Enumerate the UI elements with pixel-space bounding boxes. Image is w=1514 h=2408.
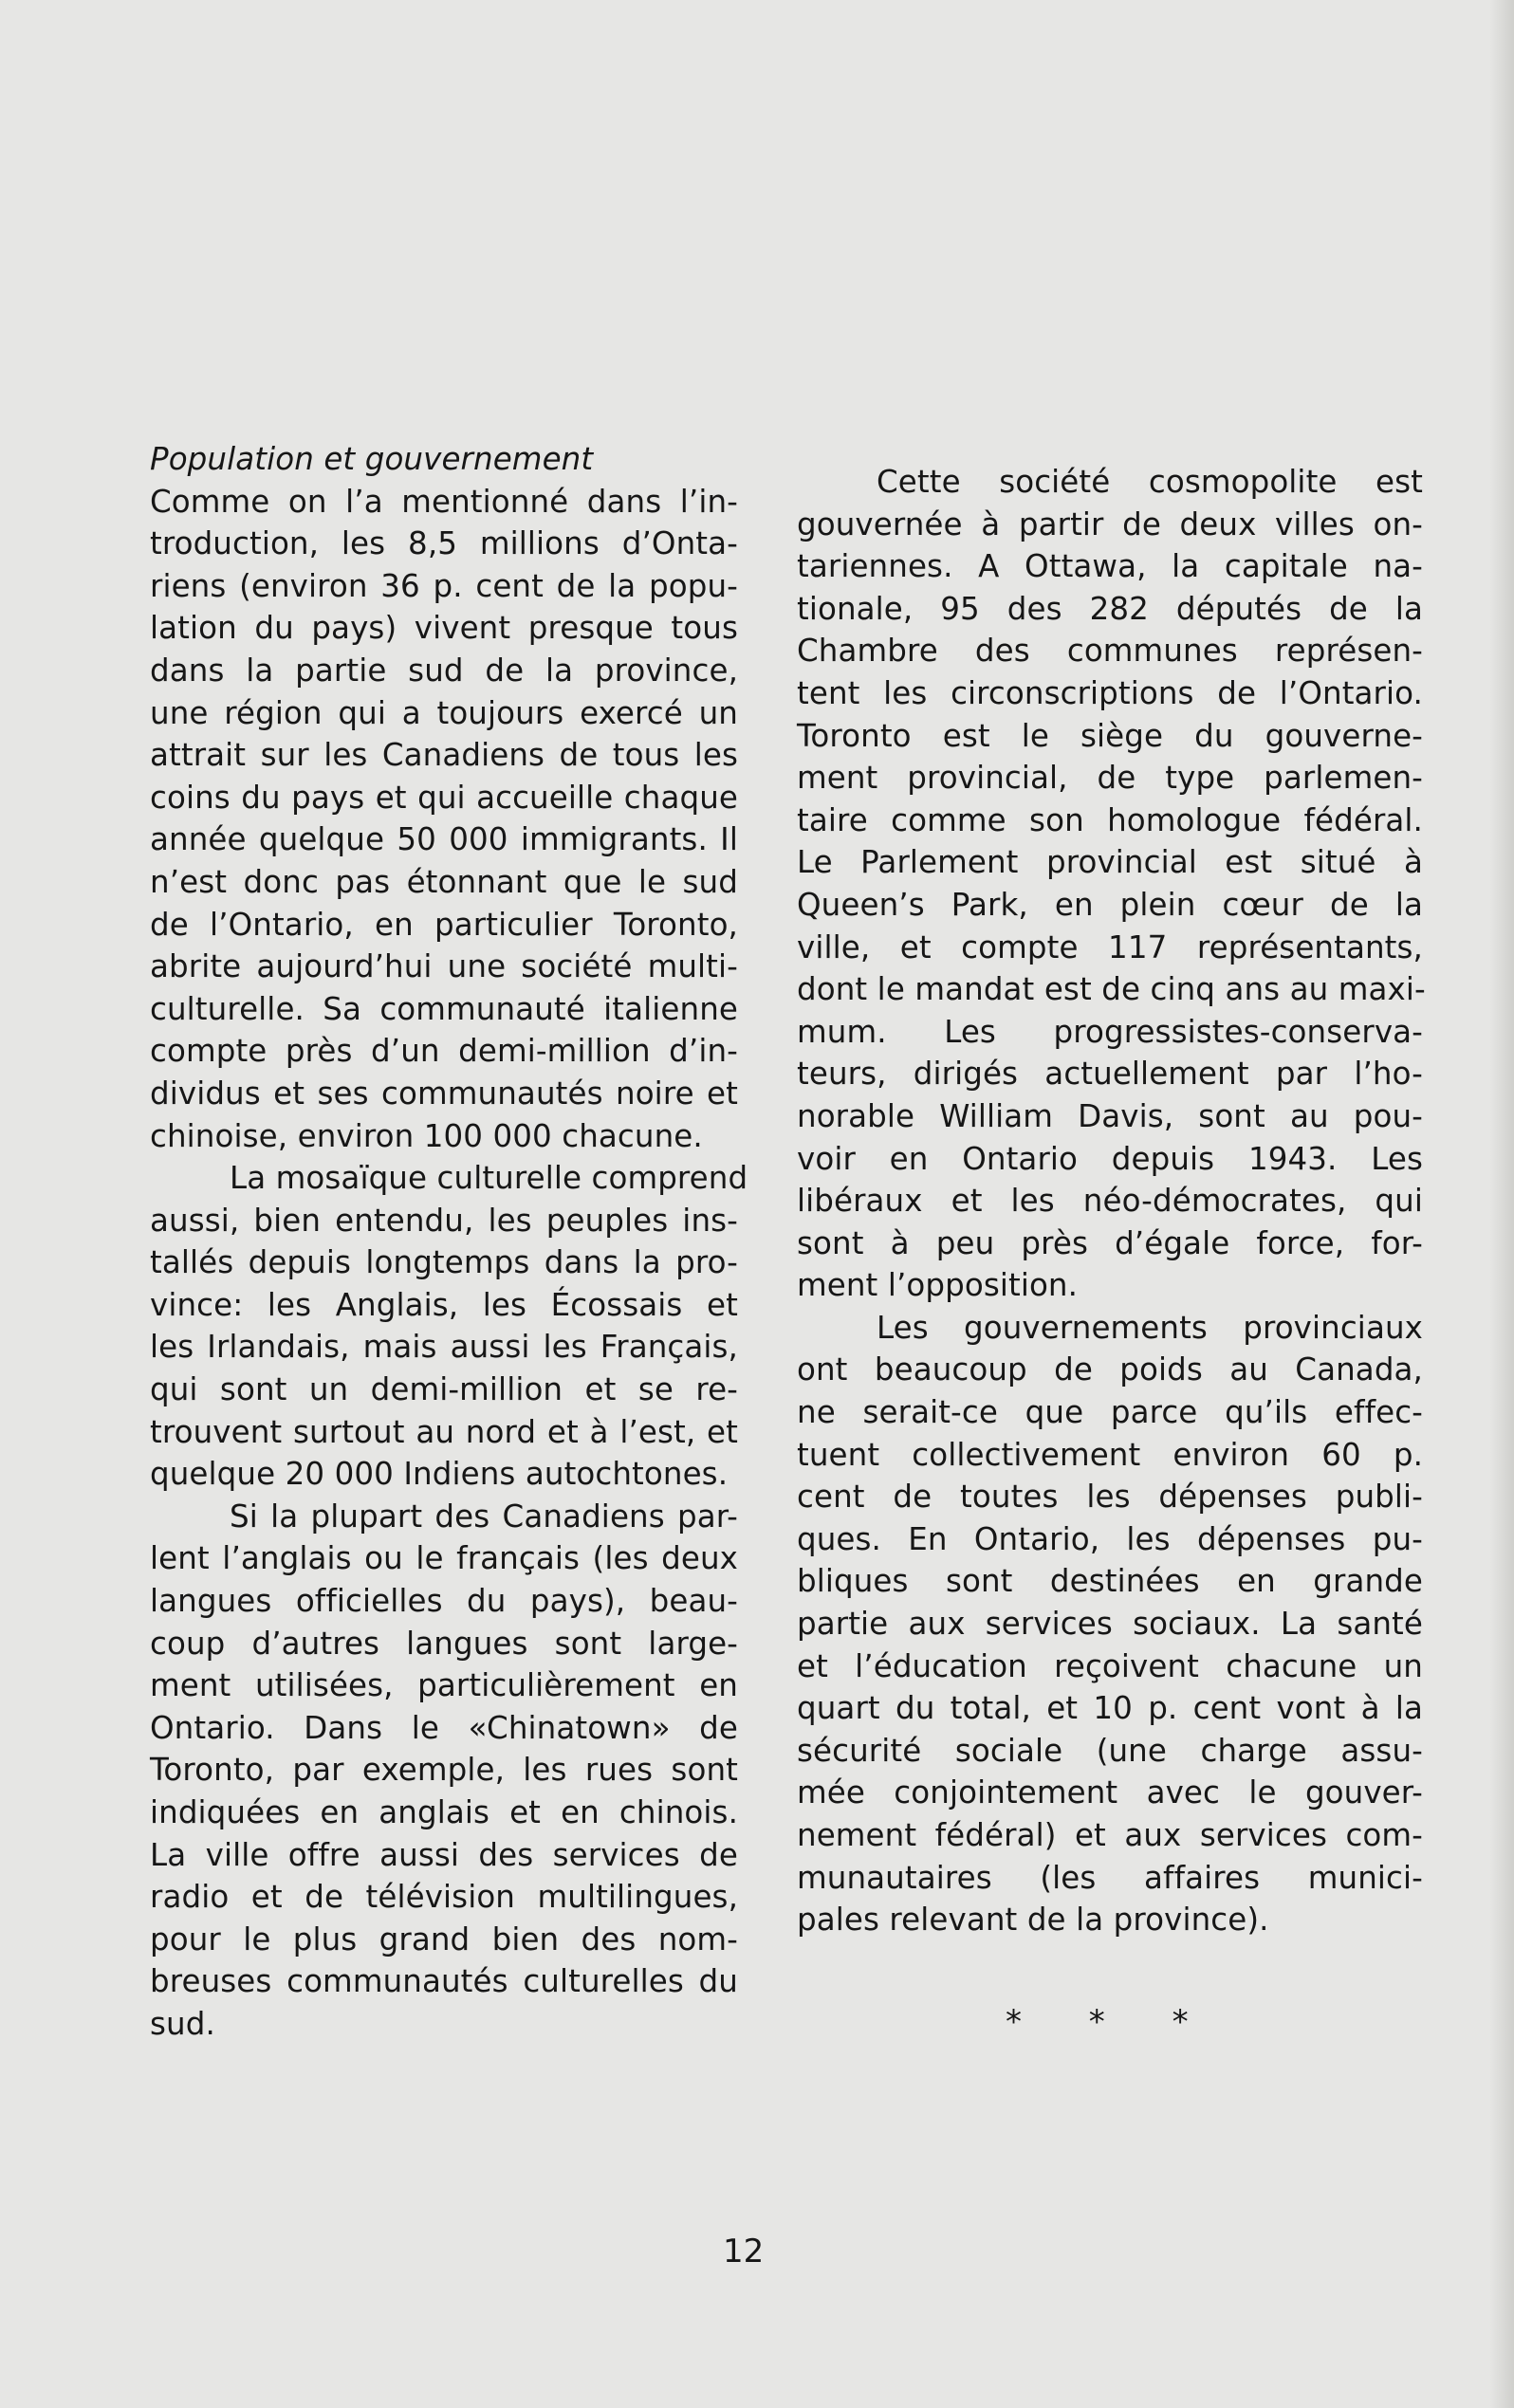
text-line: cent de toutes les dépenses publi- xyxy=(797,1479,1423,1516)
text-line: voir en Ontario depuis 1943. Les xyxy=(797,1140,1423,1177)
left-column xyxy=(150,438,748,2046)
text-line: tent les circonscriptions de l’Ontario. xyxy=(797,674,1423,711)
text-line: dans la partie sud de la province, xyxy=(150,652,738,689)
text-line: coins du pays et qui accueille chaque xyxy=(150,779,738,816)
section-separator: * * * xyxy=(1006,2003,1217,2041)
text-line: n’est donc pas étonnant que le sud xyxy=(150,863,738,900)
text-line: mée conjointement avec le gouver- xyxy=(797,1774,1423,1811)
text-line: bliques sont destinées en grande xyxy=(797,1563,1423,1600)
text-line: Toronto est le siège du gouverne- xyxy=(797,717,1423,754)
text-line: qui sont un demi-million et se re- xyxy=(150,1371,738,1408)
right-column xyxy=(797,461,1426,1941)
text-line: norable William Davis, sont au pou- xyxy=(797,1097,1423,1134)
text-line: les Irlandais, mais aussi les Français, xyxy=(150,1329,738,1366)
text-line: indiquées en anglais et en chinois. xyxy=(150,1794,738,1830)
text-line: sécurité sociale (une charge assu- xyxy=(797,1732,1423,1769)
text-line: quart du total, et 10 p. cent vont à la xyxy=(797,1690,1423,1727)
text-line: ques. En Ontario, les dépenses pu- xyxy=(797,1520,1423,1557)
text-line: Le Parlement provincial est situé à xyxy=(797,844,1423,881)
text-line: La ville offre aussi des services de xyxy=(150,1836,738,1873)
text-line: Cette société cosmopolite est xyxy=(877,464,1423,500)
text-line: quelque 20 000 Indiens autochtones. xyxy=(150,1456,729,1493)
text-line: année quelque 50 000 immigrants. Il xyxy=(150,821,738,858)
text-line: Queen’s Park, en plein cœur de la xyxy=(797,886,1423,923)
text-line: munautaires (les affaires munici- xyxy=(797,1859,1423,1896)
text-line: coup d’autres langues sont large- xyxy=(150,1625,738,1662)
text-line: riens (environ 36 p. cent de la popu- xyxy=(150,567,738,604)
text-line: compte près d’un demi-million d’in- xyxy=(150,1033,738,1070)
text-line: langues officielles du pays), beau- xyxy=(150,1583,738,1620)
text-line: ment provincial, de type parlemen- xyxy=(797,760,1423,797)
text-line: breuses communautés culturelles du xyxy=(150,1963,738,2000)
text-line: Ontario. Dans le «Chinatown» de xyxy=(150,1709,738,1746)
text-line: nement fédéral) et aux services com- xyxy=(797,1817,1423,1853)
text-line: libéraux et les néo-démocrates, qui xyxy=(797,1183,1423,1220)
text-line: aussi, bien entendu, les peuples ins- xyxy=(150,1202,738,1239)
text-line: ville, et compte 117 représentants, xyxy=(797,928,1423,965)
text-line: mum. Les progressistes-conserva- xyxy=(797,1013,1423,1050)
text-line: teurs, dirigés actuellement par l’ho- xyxy=(797,1056,1423,1093)
text-line: dividus et ses communautés noire et xyxy=(150,1075,738,1112)
text-line: lent l’anglais ou le français (les deux xyxy=(150,1540,738,1577)
text-line: Si la plupart des Canadiens par- xyxy=(230,1498,738,1535)
text-line: La mosaïque culturelle comprend xyxy=(230,1160,748,1197)
text-line: Chambre des communes représen- xyxy=(797,633,1423,670)
text-line: chinoise, environ 100 000 chacune. xyxy=(150,1117,703,1154)
text-line: partie aux services sociaux. La santé xyxy=(797,1606,1423,1643)
text-line: et l’éducation reçoivent chacune un xyxy=(797,1647,1423,1684)
text-line: radio et de télévision multilingues, xyxy=(150,1879,738,1916)
text-line: tuent collectivement environ 60 p. xyxy=(797,1436,1423,1473)
text-line: pales relevant de la province). xyxy=(797,1902,1269,1939)
text-line: vince: les Anglais, les Écossais et xyxy=(150,1286,738,1323)
text-line: sud. xyxy=(150,2005,215,2042)
text-line: abrite aujourd’hui une société multi- xyxy=(150,948,738,985)
text-line: une région qui a toujours exercé un xyxy=(150,694,738,731)
section-heading: Population et gouvernement xyxy=(150,441,594,477)
text-line: lation du pays) vivent presque tous xyxy=(150,610,738,647)
text-line: attrait sur les Canadiens de tous les xyxy=(150,737,738,774)
text-line: trouvent surtout au nord et à l’est, et xyxy=(150,1413,738,1450)
text-line: ment l’opposition. xyxy=(797,1267,1079,1304)
text-line: culturelle. Sa communauté italienne xyxy=(150,990,738,1027)
text-line: ment utilisées, particulièrement en xyxy=(150,1667,738,1704)
text-line: ont beaucoup de poids au Canada, xyxy=(797,1351,1423,1388)
text-line: pour le plus grand bien des nom- xyxy=(150,1921,738,1958)
page-number: 12 xyxy=(723,2233,765,2270)
text-line: gouvernée à partir de deux villes on- xyxy=(797,505,1423,542)
text-line: tariennes. A Ottawa, la capitale na- xyxy=(797,548,1423,585)
text-line: tionale, 95 des 282 députés de la xyxy=(797,590,1423,627)
text-line: Toronto, par exemple, les rues sont xyxy=(150,1752,738,1789)
page-binding-edge xyxy=(1489,0,1514,2408)
text-line: Les gouvernements provinciaux xyxy=(877,1309,1423,1346)
text-line: dont le mandat est de cinq ans au maxi- xyxy=(797,971,1426,1008)
text-line: tallés depuis longtemps dans la pro- xyxy=(150,1244,738,1281)
text-line: Comme on l’a mentionné dans l’in- xyxy=(150,483,738,520)
text-line: taire comme son homologue fédéral. xyxy=(797,801,1423,838)
text-line: ne serait-ce que parce qu’ils effec- xyxy=(797,1394,1423,1431)
text-line: sont à peu près d’égale force, for- xyxy=(797,1224,1423,1261)
text-line: troduction, les 8,5 millions d’Onta- xyxy=(150,525,738,562)
text-line: de l’Ontario, en particulier Toronto, xyxy=(150,906,738,943)
